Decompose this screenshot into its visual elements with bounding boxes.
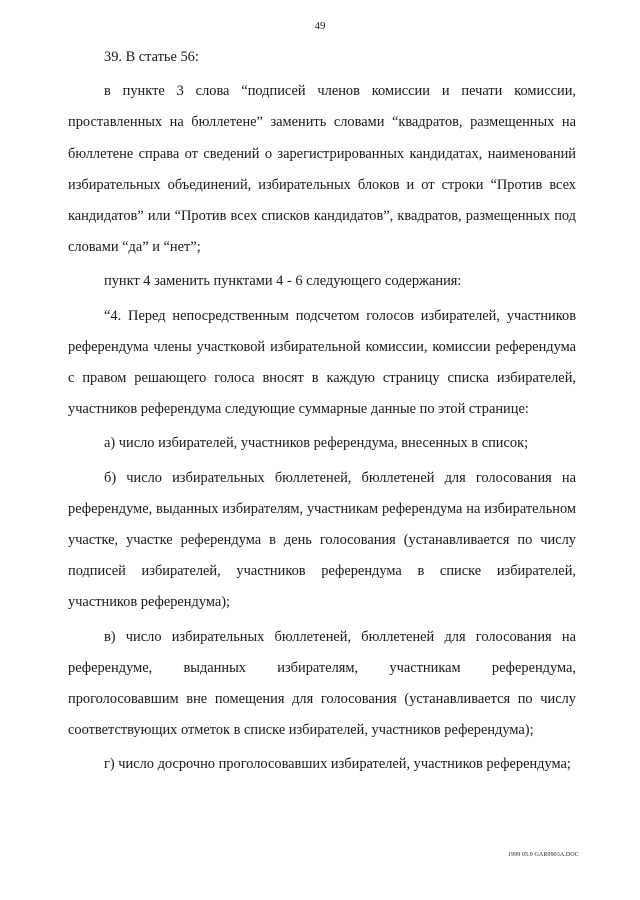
list-item-a: а) число избирателей, участников референдума, внесенных в список; [104, 435, 529, 452]
document-footer: 1999 05.9 GAR9903A.DOC [508, 852, 579, 858]
paragraph-point-4-text: “4. Перед непосредственным подсчетом голосов избирателей, участников референдума члены участковой избирательной комиссии, комиссии референдума с правом решающего голоса вносят в каждую страницу списка избирателей, участников референдума следующие суммарные данные по этой странице: [68, 307, 576, 418]
list-item-b: б) число избирательных бюллетеней, бюллетеней для голосования на референдуме, выданных избирателям, участникам референдума на избирательном участке, участке референдума в день голосования (устанавливается по числу подписей избирателей, участников референдума в списке избирателей, участников референдума); [68, 469, 576, 611]
list-item-g: г) число досрочно проголосовавших избирателей, участников референдума; [104, 756, 571, 773]
document-body [68, 42, 576, 781]
article-heading: 39. В статье 56: [104, 49, 199, 65]
list-item-v: в) число избирательных бюллетеней, бюллетеней для голосования на референдуме, выданных избирателям, участникам референдума, проголосовавшим вне помещения для голосования (устанавливается по числу соответствующих отметок в списке избирателей, участников референдума); [68, 628, 576, 739]
page-number: 49 [314, 20, 326, 32]
paragraph-point-4-replace: пункт 4 заменить пунктами 4 - 6 следующего содержания: [104, 273, 462, 290]
paragraph-point-3: в пункте 3 слова “подписей членов комиссии и печати комиссии, проставленных на бюллетене” заменить словами “квадратов, размещенных на бюллетене справа от сведений о зарегистрированных кандидатах, наименований избирательных объединений, избирательных блоков и от строки “Против всех кандидатов” или “Против всех списков кандидатов”, квадратов, размещенных под словами “да” и “нет”; [68, 83, 576, 256]
